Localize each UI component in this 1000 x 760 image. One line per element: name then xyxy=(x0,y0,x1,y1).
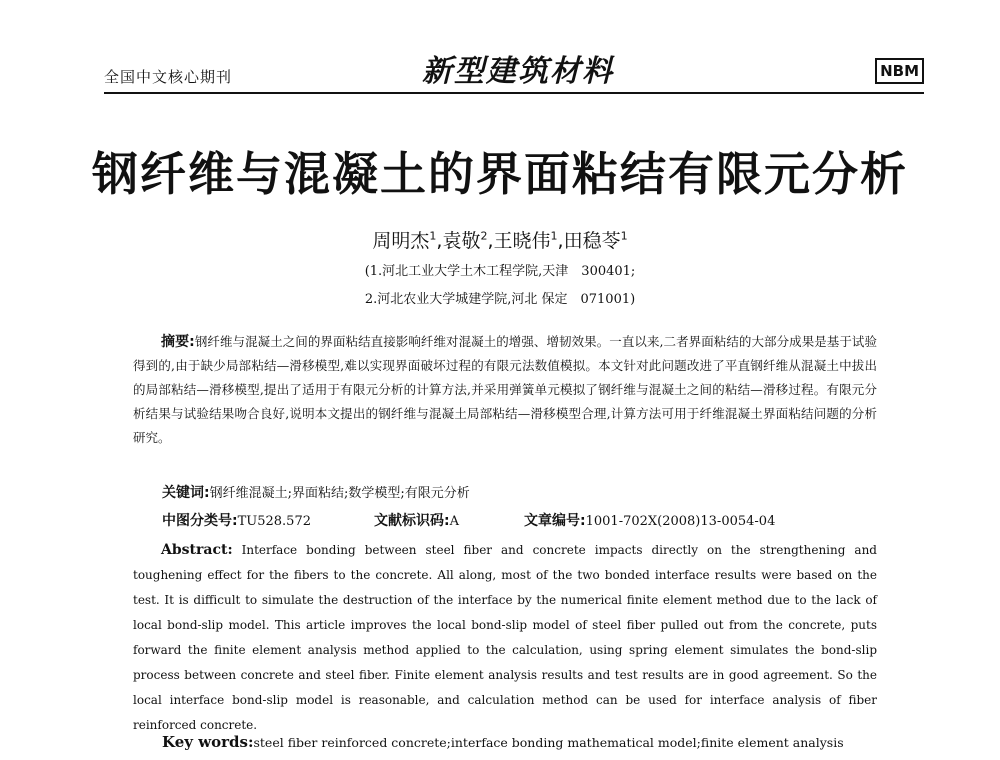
page-header xyxy=(104,40,924,98)
abstract-en-text: Interface bonding between steel fiber and concrete impacts directly on the strengthening and toughening effect for the fibers to the concrete. All along, most of the two bonded interface results were based on the test. It is difficult to simulate the destruction of the interface by the numerical finite element method due to the lack of local bond-slip model. This article improves the local bond-slip model of steel fiber pulled out from the concrete, puts forward the finite element analysis method applied to the calculation, using spring element simulates the bond-slip process between concrete and steel fiber. Finite element analysis results and test results are in good agreement. So the local interface bond-slip model is reasonable, and calculation method can be used for interface analysis of fiber reinforced concrete. xyxy=(133,543,877,732)
clc-value: TU528.572 xyxy=(237,514,311,529)
abstract-cn-text: 钢纤维与混凝土之间的界面粘结直接影响纤维对混凝土的增强、增韧效果。一直以来,二者界面粘结的大部分成果是基于试验得到的,由于缺少局部粘结—滑移模型,难以实现界面破坏过程的有限元法数值模拟。本文针对此问题改进了平直钢纤维从混凝土中拔出的局部粘结—滑移模型,提出了适用于有限元分析的计算方法,并采用弹簧单元模拟了钢纤维与混凝土之间的粘结—滑移过程。有限元分析结果与试验结果吻合良好,说明本文提出的钢纤维与混凝土局部粘结—滑移模型合理,计算方法可用于纤维混凝土界面粘结问题的分析研究。 xyxy=(133,334,877,445)
abstract-chinese xyxy=(133,330,877,450)
author-name: 周明杰 xyxy=(372,230,430,252)
article-title: 钢纤维与混凝土的界面粘结有限元分析 xyxy=(92,147,908,201)
author-affiliation-mark: 1 xyxy=(620,229,628,243)
author-name: 王晓伟 xyxy=(493,230,551,252)
keywords-cn-label: 关键词: xyxy=(162,485,210,501)
document-code xyxy=(374,510,459,530)
keywords-en-label: Key words: xyxy=(162,733,254,751)
clc-label: 中图分类号: xyxy=(162,513,238,529)
journal-name-logo: 新型建筑材料 xyxy=(422,54,614,89)
abstract-cn-label: 摘要: xyxy=(161,334,195,350)
affiliation-line: 2.河北农业大学城建学院,河北 保定 071001) xyxy=(364,292,636,307)
keywords-en-text: steel fiber reinforced concrete;interface bonding mathematical model;finite element analysis xyxy=(253,735,844,750)
author-affiliation-mark: 1 xyxy=(429,229,437,243)
author-affiliation-mark: 2 xyxy=(480,229,488,243)
abstract-en-label: Abstract: xyxy=(161,542,233,558)
article-no-label: 文章编号: xyxy=(524,513,586,529)
author-name: 田稳苓 xyxy=(563,230,621,252)
affiliation-line: (1.河北工业大学土木工程学院,天津 300401; xyxy=(364,264,636,279)
doc-code-label: 文献标识码: xyxy=(374,513,450,529)
author-name: 袁敬 xyxy=(442,230,481,252)
nbm-badge: NBM xyxy=(875,58,924,84)
doc-code-value: A xyxy=(449,514,459,529)
keywords-english xyxy=(162,733,844,751)
clc-number xyxy=(162,510,311,530)
header-divider xyxy=(104,92,924,94)
author-affiliation-mark: 1 xyxy=(550,229,558,243)
abstract-english xyxy=(133,538,877,738)
classification-line xyxy=(162,510,862,530)
keywords-chinese xyxy=(162,482,470,502)
keywords-cn-text: 钢纤维混凝土;界面粘结;数学模型;有限元分析 xyxy=(209,486,470,501)
author-list: 周明杰$^1$,袁敬$^2$,王晓伟$^1$,田稳苓$^1$ xyxy=(372,229,628,252)
article-number xyxy=(524,510,775,530)
article-no-value: 1001-702X(2008)13-0054-04 xyxy=(585,514,776,529)
journal-series-label: 全国中文核心期刊 xyxy=(104,68,233,86)
